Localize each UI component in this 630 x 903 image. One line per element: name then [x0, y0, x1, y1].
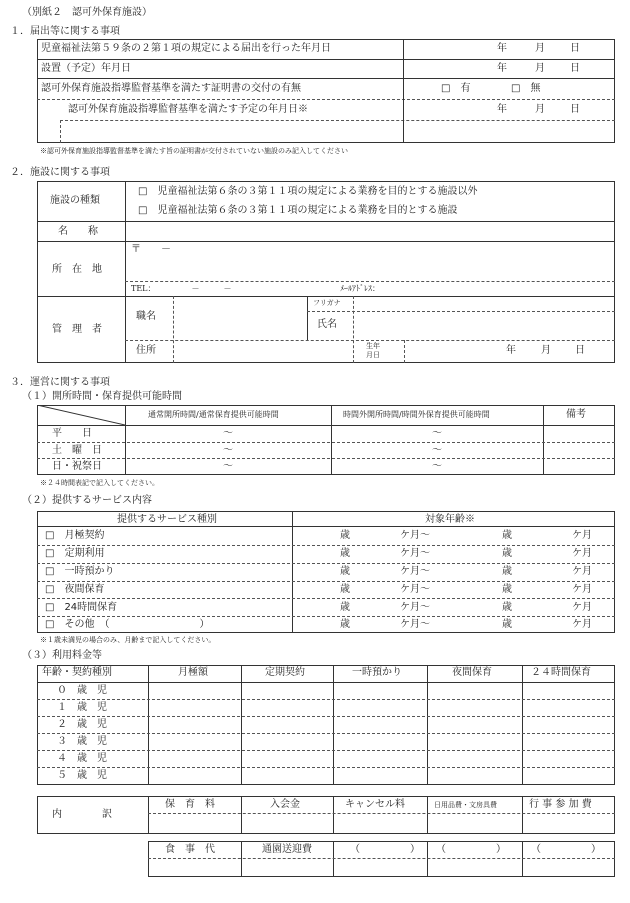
age-months-from: ケ月～ — [400, 619, 430, 630]
age-months-from: ケ月～ — [400, 566, 430, 577]
services-note: ※１歳未満児の場合のみ、月齢まで記入してください。 — [40, 636, 216, 644]
age-months-to: ケ月 — [572, 530, 592, 541]
age-years-unit: 歳 — [502, 619, 512, 630]
services-heading: （２）提供するサービス内容 — [22, 495, 152, 506]
age-months-from: ケ月～ — [400, 602, 430, 613]
establishment-date-label: 設置（予定）年月日 — [41, 63, 131, 74]
service-option[interactable]: □ 定期利用 — [45, 548, 105, 559]
facility-type-option-1[interactable]: □ 児童福祉法第６条の３第１１項の規定による業務を目的とする施設以外 — [138, 186, 478, 197]
certificate-label: 認可外保育施設指導監督基準を満たす証明書の交付の有無 — [41, 83, 301, 94]
age-months-to: ケ月 — [572, 602, 592, 613]
notification-date-label: 児童福祉法第５９条の２第１項の規定による届出を行った年月日 — [41, 43, 331, 54]
hours-heading: （１）開所時間・保育提供可能時間 — [22, 391, 182, 402]
age-months-to: ケ月 — [572, 548, 592, 559]
facility-type-label: 施設の種類 — [50, 195, 100, 206]
age-years-unit: 歳 — [340, 566, 350, 577]
certificate-no-checkbox[interactable]: □ 無 — [511, 83, 541, 94]
age-months-to: ケ月 — [572, 566, 592, 577]
age-months-from: ケ月～ — [400, 530, 430, 541]
certificate-yes-checkbox[interactable]: □ 有 — [441, 83, 471, 94]
age-months-to: ケ月 — [572, 619, 592, 630]
age-years-unit: 歳 — [502, 548, 512, 559]
age-months-to: ケ月 — [572, 584, 592, 595]
telephone-field[interactable]: TEL： － － — [131, 284, 232, 293]
service-option[interactable]: □ 24時間保育 — [45, 602, 118, 613]
age-years-unit: 歳 — [340, 530, 350, 541]
service-option[interactable]: □ 月極契約 — [45, 530, 105, 541]
breakdown-label: 内 訳 — [52, 809, 112, 820]
job-title-label: 職名 — [136, 311, 156, 322]
postal-code-field[interactable]: 〒 － — [131, 244, 171, 255]
age-years-unit: 歳 — [340, 602, 350, 613]
age-years-unit: 歳 — [340, 548, 350, 559]
age-months-from: ケ月～ — [400, 548, 430, 559]
furigana-label: フリガナ — [313, 299, 341, 307]
services-table — [37, 511, 615, 633]
certificate-note: ※認可外保育施設指導監督基準を満たす旨の証明書が交付されていない施設のみ記入してください — [40, 147, 348, 155]
expected-date-label: 認可外保育施設指導監督基準を満たす予定の年月日※ — [68, 104, 308, 115]
service-option[interactable]: □ 夜間保育 — [45, 584, 105, 595]
facility-name-label: 名 称 — [58, 226, 98, 237]
email-field[interactable]: ﾒｰﾙｱﾄﾞﾚｽ： — [340, 284, 380, 293]
facility-type-option-2[interactable]: □ 児童福祉法第６条の３第１１項の規定による業務を目的とする施設 — [138, 205, 458, 216]
hours-note: ※２４時間表記で記入してください。 — [40, 479, 159, 487]
age-years-unit: 歳 — [340, 584, 350, 595]
section-3-heading: ３．運営に関する事項 — [10, 377, 110, 388]
section-2-heading: ２．施設に関する事項 — [10, 167, 110, 178]
age-years-unit: 歳 — [502, 530, 512, 541]
age-years-unit: 歳 — [340, 619, 350, 630]
service-option[interactable]: □ 一時預かり — [45, 566, 115, 577]
manager-address-label: 住所 — [136, 345, 156, 356]
age-months-from: ケ月～ — [400, 584, 430, 595]
manager-label: 管 理 者 — [52, 324, 102, 335]
form-title: （別紙２ 認可外保育施設） — [22, 7, 152, 18]
age-years-unit: 歳 — [502, 602, 512, 613]
age-years-unit: 歳 — [502, 566, 512, 577]
manager-name-label: 氏名 — [317, 319, 337, 330]
facility-address-label: 所 在 地 — [52, 264, 102, 275]
service-option[interactable]: □ その他 （ ） — [45, 619, 210, 630]
age-years-unit: 歳 — [502, 584, 512, 595]
section-1-heading: １．届出等に関する事項 — [10, 26, 120, 37]
fees-heading: （３）利用料金等 — [22, 650, 102, 661]
